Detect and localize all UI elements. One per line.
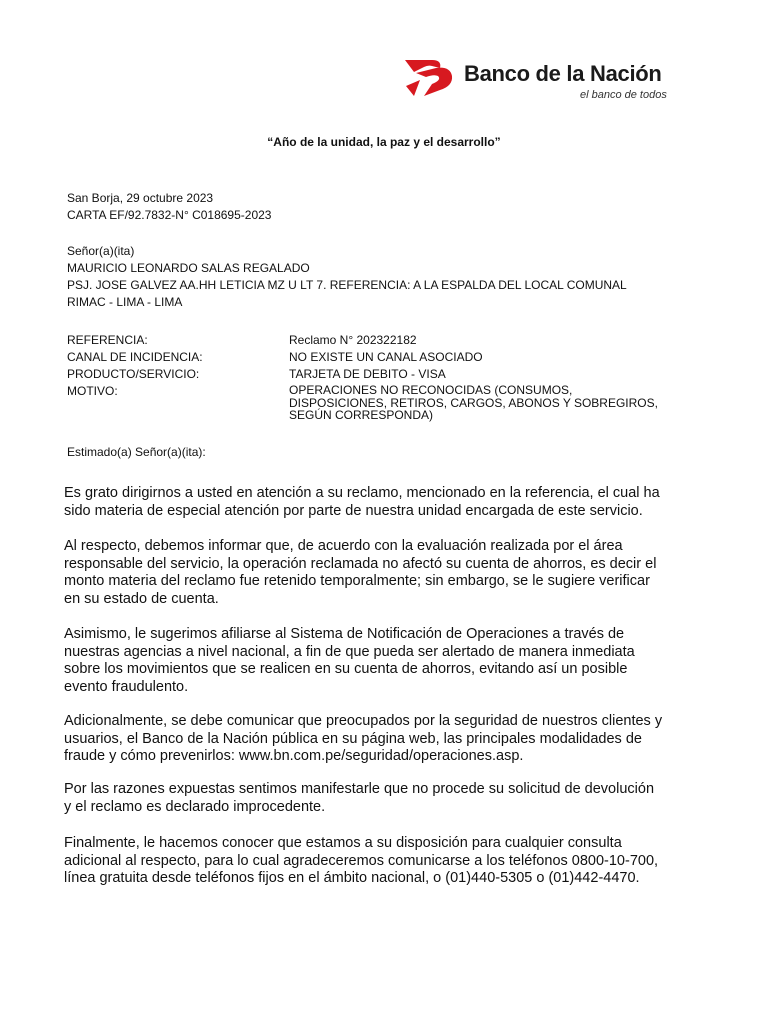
reason-line: SEGÚN CORRESPONDA) bbox=[289, 408, 434, 422]
product-value: TARJETA DE DEBITO - VISA bbox=[289, 367, 446, 381]
body-paragraph-2 bbox=[64, 538, 714, 608]
paragraph-line: Al respecto, debemos informar que, de acuerdo con la evaluación realizada por el área bbox=[64, 538, 623, 554]
body-paragraph-3 bbox=[64, 626, 714, 696]
paragraph-line: Adicionalmente, se debe comunicar que preocupados por la seguridad de nuestros clientes y bbox=[64, 713, 663, 729]
paragraph-line: fraude y cómo prevenirlos: www.bn.com.pe/seguridad/operaciones.asp. bbox=[64, 748, 524, 764]
paragraph-line: monto materia del reclamo fue retenido temporalmente; sin embargo, se le sugiere verificar bbox=[64, 573, 650, 589]
paragraph-line: Por las razones expuestas sentimos manifestarle que no procede su solicitud de devolución bbox=[64, 781, 655, 797]
place-date: San Borja, 29 octubre 2023 bbox=[67, 191, 214, 205]
body-paragraph-1 bbox=[64, 485, 714, 520]
paragraph-line: línea gratuita desde teléfonos fijos en el ámbito nacional, o (01)440-5305 o (01)442-4470. bbox=[64, 870, 640, 886]
paragraph-line: Asimismo, le sugerimos afiliarse al Sistema de Notificación de Operaciones a través de bbox=[64, 626, 625, 642]
recipient-salutation: Señor(a)(ita) bbox=[67, 244, 135, 258]
paragraph-line: sobre los movimientos que se realicen en su cuenta de ahorros, evitando así un posible bbox=[64, 661, 628, 677]
body-paragraph-6 bbox=[64, 835, 714, 888]
reason-value bbox=[289, 384, 709, 422]
bank-logo bbox=[402, 56, 692, 106]
paragraph-line: usuarios, el Banco de la Nación pública en su página web, las principales modalidades de bbox=[64, 730, 642, 747]
reference-value: Reclamo N° 202322182 bbox=[289, 333, 417, 347]
year-motto: “Año de la unidad, la paz y el desarrollo” bbox=[267, 135, 501, 149]
body-paragraph-5 bbox=[64, 781, 714, 816]
reference-label: REFERENCIA: bbox=[67, 333, 148, 347]
channel-label: CANAL DE INCIDENCIA: bbox=[67, 350, 203, 364]
paragraph-line: evento fraudulento. bbox=[64, 678, 189, 695]
greeting: Estimado(a) Señor(a)(ita): bbox=[67, 445, 206, 459]
banco-de-la-nacion-logo-icon bbox=[402, 56, 462, 100]
product-label: PRODUCTO/SERVICIO: bbox=[67, 367, 200, 381]
letter-code: CARTA EF/92.7832-N° C018695-2023 bbox=[67, 208, 272, 222]
reason-label: MOTIVO: bbox=[67, 384, 118, 398]
bank-tagline: el banco de todos bbox=[580, 89, 667, 101]
channel-value: NO EXISTE UN CANAL ASOCIADO bbox=[289, 350, 483, 364]
recipient-address-line1: PSJ. JOSE GALVEZ AA.HH LETICIA MZ U LT 7. REFERENCIA: A LA ESPALDA DEL LOCAL COMUNAL bbox=[67, 278, 627, 292]
body-paragraph-4 bbox=[64, 713, 714, 766]
paragraph-line: en su estado de cuenta. bbox=[64, 590, 219, 607]
paragraph-line: Finalmente, le hacemos conocer que estamos a su disposición para cualquier consulta bbox=[64, 835, 622, 851]
paragraph-line: responsable del servicio, la operación reclamada no afectó su cuenta de ahorros, es decir el bbox=[64, 555, 657, 572]
recipient-name: MAURICIO LEONARDO SALAS REGALADO bbox=[67, 261, 310, 275]
paragraph-line: nuestras agencias a nivel nacional, a fin de que pueda ser alertado de manera inmediata bbox=[64, 643, 635, 660]
paragraph-line: adicional al respecto, para lo cual agradeceremos comunicarse a los teléfonos 0800-10-700, bbox=[64, 852, 659, 869]
reason-line: OPERACIONES NO RECONOCIDAS (CONSUMOS, bbox=[289, 383, 573, 397]
paragraph-line: Es grato dirigirnos a usted en atención a su reclamo, mencionado en la referencia, el cual ha bbox=[64, 485, 660, 501]
reason-line: DISPOSICIONES, RETIROS, CARGOS, ABONOS Y SOBREGIROS, bbox=[289, 395, 658, 410]
recipient-address-line2: RIMAC - LIMA - LIMA bbox=[67, 295, 183, 309]
paragraph-line: sido materia de especial atención por parte de nuestra unidad encargada de este servicio. bbox=[64, 502, 643, 519]
paragraph-line: y el reclamo es declarado improcedente. bbox=[64, 798, 326, 815]
bank-name: Banco de la Nación bbox=[464, 61, 662, 86]
